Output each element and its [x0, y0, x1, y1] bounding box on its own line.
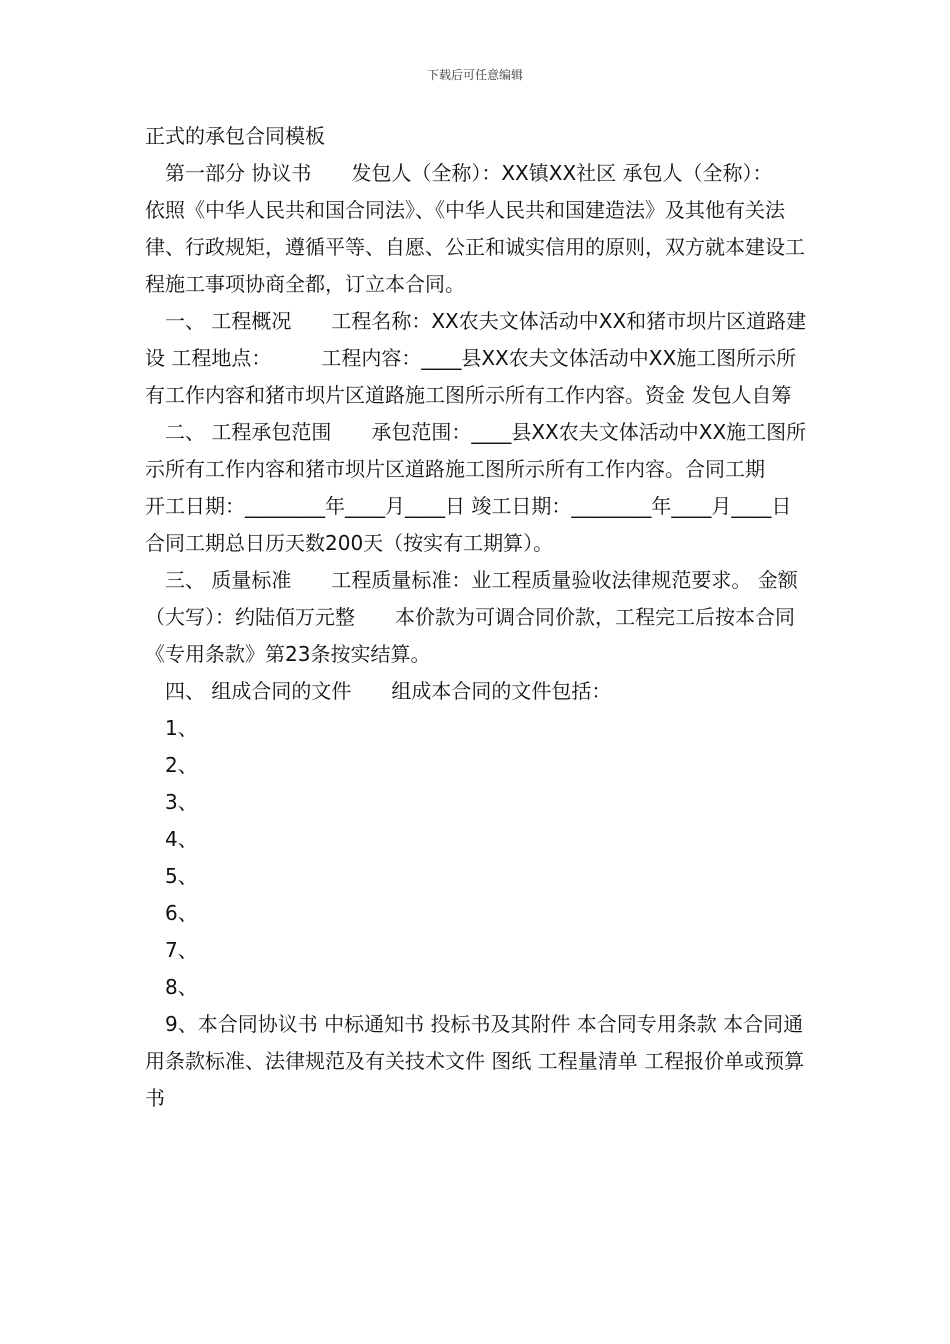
page-header: 下载后可任意编辑 [426, 68, 523, 82]
list-item: 3、 [165, 790, 198, 814]
document-body [145, 118, 832, 1117]
paragraph-agreement: 第一部分 协议书 发包人（全称）：XX镇XX社区 承包人（全称）： 依照《中华人民共和国合同法》、《中华人民共和国建造法》及其他有关法律、行政规矩，遵循平等、自愿、公正和诚实信用的原则，双方就本建设工程施工事项协商全都，订立本合同。 [145, 161, 823, 296]
document-title: 正式的承包合同模板 [145, 124, 325, 148]
list-item: 5、 [165, 864, 198, 888]
paragraph-quality-standard: 三、 质量标准 工程质量标准：业工程质量验收法律规范要求。 金额（大写）：约陆佰万元整 本价款为可调合同价款，工程完工后按本合同《专用条款》第23条按实结算。 [145, 568, 798, 666]
paragraph-document-list: 9、本合同协议书 中标通知书 投标书及其附件 本合同专用条款 本合同通用条款标准、法律规范及有关技术文件 图纸 工程量清单 工程报价单或预算书 [145, 1012, 805, 1110]
list-item: 1、 [165, 716, 198, 740]
list-item: 6、 [165, 901, 198, 925]
list-item: 2、 [165, 753, 198, 777]
paragraph-project-overview: 一、 工程概况 工程名称：XX农夫文体活动中XX和猪市坝片区道路建设 工程地点： 工程内容：____县XX农夫文体活动中XX施工图所示所有工作内容和猪市坝片区道路施工图所示所有工作内容。资金 发包人自筹 [145, 309, 807, 407]
paragraph-contract-documents: 四、 组成合同的文件 组成本合同的文件包括： [165, 679, 612, 703]
list-item: 4、 [165, 827, 198, 851]
list-item: 7、 [165, 938, 198, 962]
list-item: 8、 [165, 975, 198, 999]
paragraph-contract-scope: 二、 工程承包范围 承包范围：____县XX农夫文体活动中XX施工图所示所有工作内容和猪市坝片区道路施工图所示所有工作内容。合同工期 开工日期：________年____月____日 竣工日期：________年____月____日 合同工期总日历天数200天（按实有工期算）。 [145, 420, 832, 555]
